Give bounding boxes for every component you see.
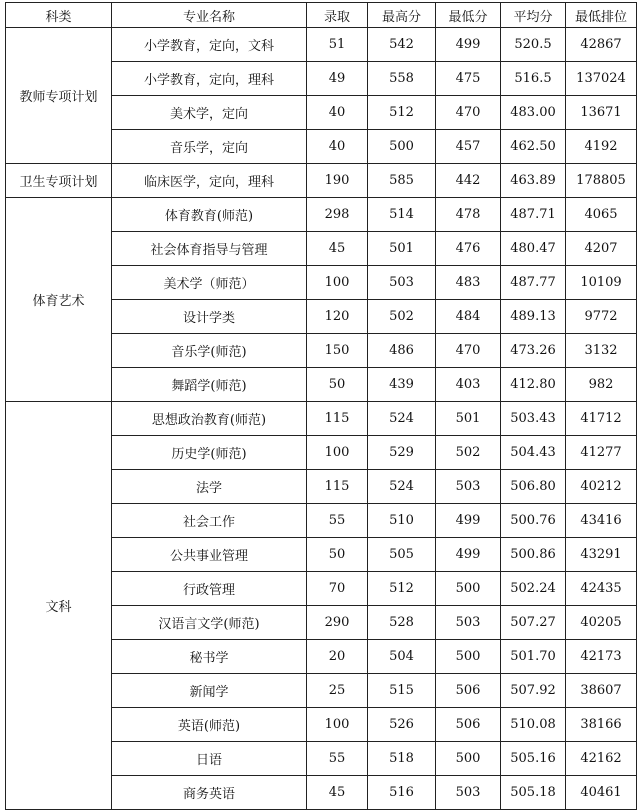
avg-score-cell: 412.80: [501, 368, 566, 402]
admitted-cell: 100: [307, 708, 368, 742]
max-score-cell: 528: [368, 606, 436, 640]
major-cell: 社会体育指导与管理: [112, 232, 307, 266]
major-cell: 法学: [112, 470, 307, 504]
admitted-cell: 100: [307, 436, 368, 470]
min-rank-cell: 42173: [566, 640, 637, 674]
min-score-cell: 506: [436, 674, 501, 708]
min-score-cell: 502: [436, 436, 501, 470]
category-cell: 教师专项计划: [6, 28, 112, 164]
max-score-cell: 502: [368, 300, 436, 334]
min-rank-cell: 13671: [566, 96, 637, 130]
admitted-cell: 115: [307, 470, 368, 504]
major-cell: 体育教育(师范): [112, 198, 307, 232]
admitted-cell: 120: [307, 300, 368, 334]
header-category: 科类: [6, 3, 112, 28]
min-rank-cell: 4065: [566, 198, 637, 232]
max-score-cell: 526: [368, 708, 436, 742]
major-cell: 社会工作: [112, 504, 307, 538]
min-score-cell: 442: [436, 164, 501, 198]
major-cell: 日语: [112, 742, 307, 776]
min-rank-cell: 9772: [566, 300, 637, 334]
avg-score-cell: 501.70: [501, 640, 566, 674]
min-score-cell: 475: [436, 62, 501, 96]
major-cell: 音乐学(师范): [112, 334, 307, 368]
min-score-cell: 506: [436, 708, 501, 742]
max-score-cell: 512: [368, 572, 436, 606]
major-cell: 思想政治教育(师范): [112, 402, 307, 436]
min-score-cell: 483: [436, 266, 501, 300]
max-score-cell: 486: [368, 334, 436, 368]
category-cell: 体育艺术: [6, 198, 112, 402]
major-cell: 美术学（师范）: [112, 266, 307, 300]
min-score-cell: 500: [436, 572, 501, 606]
major-cell: 历史学(师范): [112, 436, 307, 470]
min-rank-cell: 40212: [566, 470, 637, 504]
min-rank-cell: 4207: [566, 232, 637, 266]
header-row: [6, 3, 637, 28]
major-cell: 舞蹈学(师范): [112, 368, 307, 402]
min-rank-cell: 40205: [566, 606, 637, 640]
min-rank-cell: 42867: [566, 28, 637, 62]
avg-score-cell: 506.80: [501, 470, 566, 504]
max-score-cell: 524: [368, 470, 436, 504]
major-cell: 小学教育，定向，理科: [112, 62, 307, 96]
min-rank-cell: 4192: [566, 130, 637, 164]
min-score-cell: 470: [436, 334, 501, 368]
max-score-cell: 516: [368, 776, 436, 810]
major-cell: 英语(师范): [112, 708, 307, 742]
table-row: [6, 164, 637, 198]
min-score-cell: 476: [436, 232, 501, 266]
max-score-cell: 514: [368, 198, 436, 232]
major-cell: 秘书学: [112, 640, 307, 674]
max-score-cell: 505: [368, 538, 436, 572]
min-score-cell: 457: [436, 130, 501, 164]
min-score-cell: 503: [436, 606, 501, 640]
max-score-cell: 512: [368, 96, 436, 130]
table-row: [6, 402, 637, 436]
avg-score-cell: 500.86: [501, 538, 566, 572]
admitted-cell: 150: [307, 334, 368, 368]
major-cell: 美术学，定向: [112, 96, 307, 130]
header-max-score: 最高分: [368, 3, 436, 28]
max-score-cell: 542: [368, 28, 436, 62]
major-cell: 临床医学，定向，理科: [112, 164, 307, 198]
max-score-cell: 524: [368, 402, 436, 436]
admitted-cell: 190: [307, 164, 368, 198]
min-score-cell: 484: [436, 300, 501, 334]
admitted-cell: 55: [307, 742, 368, 776]
max-score-cell: 529: [368, 436, 436, 470]
avg-score-cell: 505.18: [501, 776, 566, 810]
min-rank-cell: 42435: [566, 572, 637, 606]
avg-score-cell: 507.27: [501, 606, 566, 640]
avg-score-cell: 502.24: [501, 572, 566, 606]
admitted-cell: 45: [307, 232, 368, 266]
avg-score-cell: 487.77: [501, 266, 566, 300]
min-score-cell: 503: [436, 470, 501, 504]
avg-score-cell: 500.76: [501, 504, 566, 538]
max-score-cell: 515: [368, 674, 436, 708]
min-rank-cell: 38607: [566, 674, 637, 708]
avg-score-cell: 504.43: [501, 436, 566, 470]
major-cell: 商务英语: [112, 776, 307, 810]
min-score-cell: 403: [436, 368, 501, 402]
admitted-cell: 100: [307, 266, 368, 300]
min-rank-cell: 41277: [566, 436, 637, 470]
admitted-cell: 115: [307, 402, 368, 436]
admitted-cell: 40: [307, 96, 368, 130]
max-score-cell: 501: [368, 232, 436, 266]
min-rank-cell: 178805: [566, 164, 637, 198]
major-cell: 小学教育，定向，文科: [112, 28, 307, 62]
admitted-cell: 55: [307, 504, 368, 538]
category-cell: 文科: [6, 402, 112, 810]
max-score-cell: 518: [368, 742, 436, 776]
avg-score-cell: 505.16: [501, 742, 566, 776]
max-score-cell: 558: [368, 62, 436, 96]
avg-score-cell: 510.08: [501, 708, 566, 742]
header-avg-score: 平均分: [501, 3, 566, 28]
major-cell: 汉语言文学(师范): [112, 606, 307, 640]
min-score-cell: 499: [436, 538, 501, 572]
max-score-cell: 503: [368, 266, 436, 300]
admitted-cell: 40: [307, 130, 368, 164]
min-score-cell: 478: [436, 198, 501, 232]
min-rank-cell: 43291: [566, 538, 637, 572]
min-score-cell: 503: [436, 776, 501, 810]
admitted-cell: 20: [307, 640, 368, 674]
max-score-cell: 510: [368, 504, 436, 538]
avg-score-cell: 483.00: [501, 96, 566, 130]
avg-score-cell: 462.50: [501, 130, 566, 164]
table-row: [6, 198, 637, 232]
min-rank-cell: 40461: [566, 776, 637, 810]
min-score-cell: 470: [436, 96, 501, 130]
admitted-cell: 49: [307, 62, 368, 96]
admitted-cell: 51: [307, 28, 368, 62]
min-score-cell: 499: [436, 504, 501, 538]
min-rank-cell: 982: [566, 368, 637, 402]
max-score-cell: 439: [368, 368, 436, 402]
header-admitted: 录取: [307, 3, 368, 28]
min-rank-cell: 42162: [566, 742, 637, 776]
min-score-cell: 501: [436, 402, 501, 436]
table-row: [6, 28, 637, 62]
min-rank-cell: 43416: [566, 504, 637, 538]
admitted-cell: 50: [307, 368, 368, 402]
max-score-cell: 500: [368, 130, 436, 164]
min-score-cell: 500: [436, 742, 501, 776]
min-rank-cell: 10109: [566, 266, 637, 300]
table-body: [6, 28, 637, 810]
header-min-score: 最低分: [436, 3, 501, 28]
avg-score-cell: 516.5: [501, 62, 566, 96]
max-score-cell: 504: [368, 640, 436, 674]
avg-score-cell: 473.26: [501, 334, 566, 368]
major-cell: 音乐学，定向: [112, 130, 307, 164]
min-rank-cell: 3132: [566, 334, 637, 368]
major-cell: 设计学类: [112, 300, 307, 334]
min-rank-cell: 38166: [566, 708, 637, 742]
major-cell: 行政管理: [112, 572, 307, 606]
avg-score-cell: 480.47: [501, 232, 566, 266]
avg-score-cell: 503.43: [501, 402, 566, 436]
avg-score-cell: 489.13: [501, 300, 566, 334]
avg-score-cell: 463.89: [501, 164, 566, 198]
major-cell: 公共事业管理: [112, 538, 307, 572]
max-score-cell: 585: [368, 164, 436, 198]
admitted-cell: 45: [307, 776, 368, 810]
admitted-cell: 50: [307, 538, 368, 572]
min-rank-cell: 41712: [566, 402, 637, 436]
major-cell: 新闻学: [112, 674, 307, 708]
min-rank-cell: 137024: [566, 62, 637, 96]
avg-score-cell: 507.92: [501, 674, 566, 708]
avg-score-cell: 520.5: [501, 28, 566, 62]
admitted-cell: 25: [307, 674, 368, 708]
header-min-rank: 最低排位: [566, 3, 637, 28]
min-score-cell: 499: [436, 28, 501, 62]
header-major: 专业名称: [112, 3, 307, 28]
admitted-cell: 298: [307, 198, 368, 232]
admitted-cell: 290: [307, 606, 368, 640]
avg-score-cell: 487.71: [501, 198, 566, 232]
category-cell: 卫生专项计划: [6, 164, 112, 198]
admission-score-table: [5, 2, 637, 810]
min-score-cell: 500: [436, 640, 501, 674]
admitted-cell: 70: [307, 572, 368, 606]
